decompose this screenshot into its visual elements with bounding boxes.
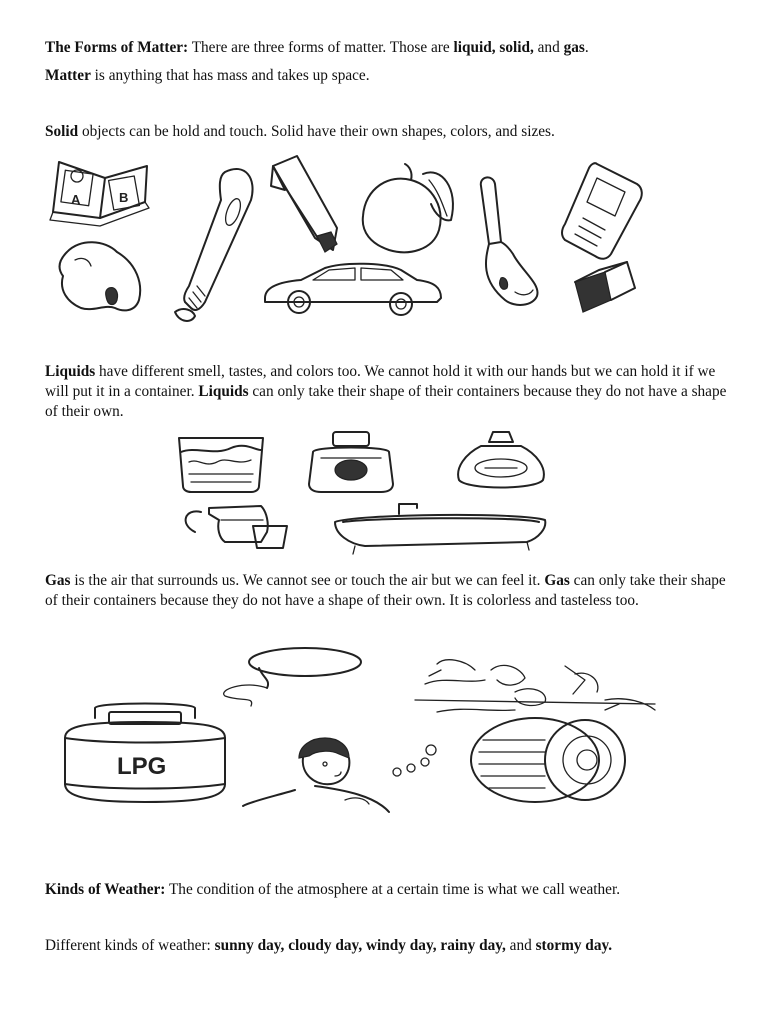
- solid-term: Solid: [45, 123, 79, 140]
- bathtub-icon: [335, 504, 545, 554]
- forms-text: There are three forms of matter. Those are: [188, 39, 454, 56]
- tire-icon: [471, 718, 625, 802]
- weather-definition: [45, 880, 620, 900]
- forms-period: .: [584, 39, 589, 56]
- bell-icon: [481, 177, 538, 305]
- gas-illustration: [45, 640, 665, 820]
- gas-term: Gas: [45, 572, 71, 589]
- glass-jar-icon: [179, 438, 263, 492]
- forms-of-matter-title: The Forms of Matter:: [45, 39, 189, 56]
- weather-rainy: rainy day,: [440, 937, 506, 954]
- weather-stormy: stormy day.: [535, 937, 613, 954]
- weather-cloudy: cloudy day,: [288, 937, 363, 954]
- mango-icon: [363, 164, 453, 252]
- perfume-bottle-icon: [458, 432, 544, 488]
- forms-emph-liquid-solid: liquid, solid,: [453, 39, 534, 56]
- gas-paragraph: [45, 571, 735, 611]
- weather-kinds-list: [45, 936, 612, 956]
- liquids-text-2: can only take their shape of their containers because they do not have a shape of their own.: [45, 383, 727, 420]
- book-letter-a: A: [71, 192, 81, 207]
- bottle-icon: [309, 432, 393, 492]
- solid-paragraph: [45, 122, 555, 142]
- pencil-icon: [271, 156, 337, 252]
- mobile-phone-icon: [562, 163, 642, 259]
- book-letter-b: B: [119, 190, 129, 205]
- weather-windy: windy day,: [366, 937, 437, 954]
- rock-icon: [60, 242, 141, 310]
- liquids-illustration: [155, 428, 555, 563]
- weather-text: The condition of the atmosphere at a certain time is what we call weather.: [165, 881, 621, 898]
- balloon-icon: [224, 648, 361, 706]
- matter-text: is anything that has mass and takes up space.: [90, 67, 370, 84]
- lpg-tank-icon: [65, 704, 225, 803]
- liquids-term: Liquids: [45, 363, 96, 380]
- liquids-paragraph: [45, 362, 735, 422]
- solid-text: objects can be hold and touch. Solid have their own shapes, colors, and sizes.: [78, 123, 555, 140]
- book-icon: [50, 162, 149, 226]
- liquids-text-1: have different smell, tastes, and colors too. We cannot hold it with our hands but we can hold it if we will put it in a container.: [45, 363, 716, 400]
- forms-emph-gas: gas: [563, 39, 585, 56]
- weather-title: Kinds of Weather:: [45, 881, 166, 898]
- eraser-icon: [575, 262, 635, 312]
- gas-text-1: is the air that surrounds us. We cannot see or touch the air but we can feel it.: [70, 572, 545, 589]
- wind-scene-icon: [415, 660, 655, 712]
- pitcher-icon: [186, 506, 287, 548]
- liquids-term-2: Liquids: [198, 383, 249, 400]
- gas-term-2: Gas: [544, 572, 570, 589]
- weather-and: and: [505, 937, 536, 954]
- child-blowing-icon: [243, 738, 436, 812]
- matter-definition: [45, 66, 370, 86]
- gas-text-2: can only take their shape of their containers because they do not have a shape of their own. It is colorless and tasteless too.: [45, 572, 726, 609]
- weather-sunny: sunny day,: [214, 937, 285, 954]
- forms-of-matter-line: [45, 38, 589, 58]
- matter-term: Matter: [45, 67, 91, 84]
- forms-text-and: and: [533, 39, 564, 56]
- solid-objects-illustration: [45, 152, 650, 330]
- car-icon: [265, 264, 441, 315]
- baseball-bat-icon: [175, 169, 253, 321]
- lpg-label: LPG: [117, 753, 167, 780]
- weather-list-intro: Different kinds of weather:: [45, 937, 215, 954]
